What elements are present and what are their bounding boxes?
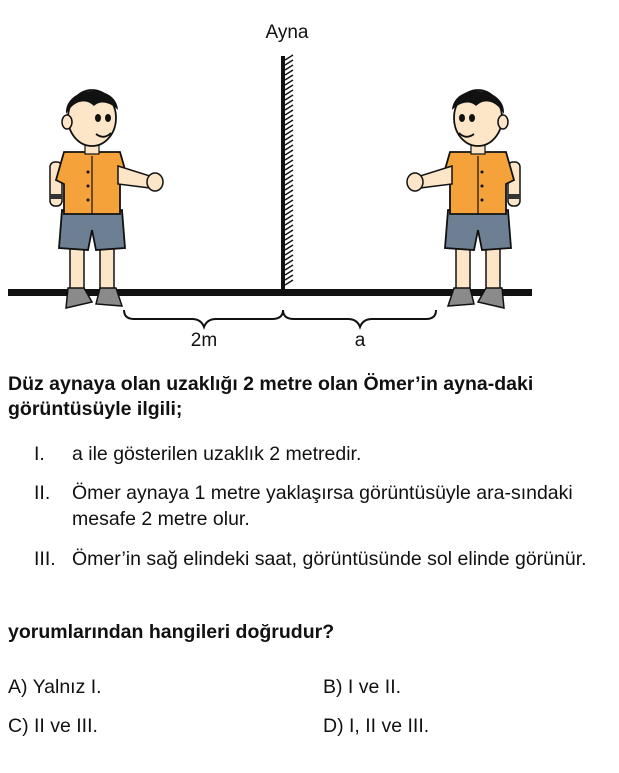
boy-figure <box>50 90 163 308</box>
option-key: B) <box>323 676 343 698</box>
option-d[interactable] <box>323 715 429 738</box>
mirror-hatching <box>285 55 293 285</box>
option-text: Yalnız I. <box>32 676 102 698</box>
statement-number: I. <box>34 443 45 465</box>
option-key: A) <box>8 676 28 698</box>
statement-text: Ömer’in sağ elindeki saat, görüntüsünde sol elinde görünür. <box>72 548 587 570</box>
statement-number: III. <box>34 548 56 570</box>
statement-1 <box>34 441 614 467</box>
distance-label-right: a <box>354 330 366 351</box>
statement-number: II. <box>34 482 51 504</box>
statement-text: Ömer aynaya 1 metre yaklaşırsa görüntüsüyle ara-sındaki mesafe 2 metre olur. <box>72 482 573 530</box>
distance-brace-right <box>283 310 436 327</box>
question-stem: Düz aynaya olan uzaklığı 2 metre olan Ömer’in ayna-daki görüntüsüyle ilgili; <box>8 373 534 420</box>
option-b[interactable] <box>323 676 401 699</box>
option-text: II ve III. <box>34 715 98 737</box>
option-c[interactable] <box>8 715 98 738</box>
option-text: I ve II. <box>347 676 402 698</box>
option-text: I, II ve III. <box>349 715 430 737</box>
statement-3 <box>34 546 614 572</box>
mirror-figure <box>0 0 619 360</box>
distance-brace-left <box>124 310 283 327</box>
statement-2 <box>34 480 614 532</box>
mirror-label: Ayna <box>265 22 309 43</box>
option-key: D) <box>323 715 344 737</box>
option-a[interactable] <box>8 676 102 699</box>
statement-text: a ile gösterilen uzaklık 2 metredir. <box>72 443 362 465</box>
question-prompt: yorumlarından hangileri doğrudur? <box>8 621 335 643</box>
distance-label-left: 2m <box>190 330 218 351</box>
option-key: C) <box>8 715 29 737</box>
boy-image-figure <box>407 90 520 308</box>
